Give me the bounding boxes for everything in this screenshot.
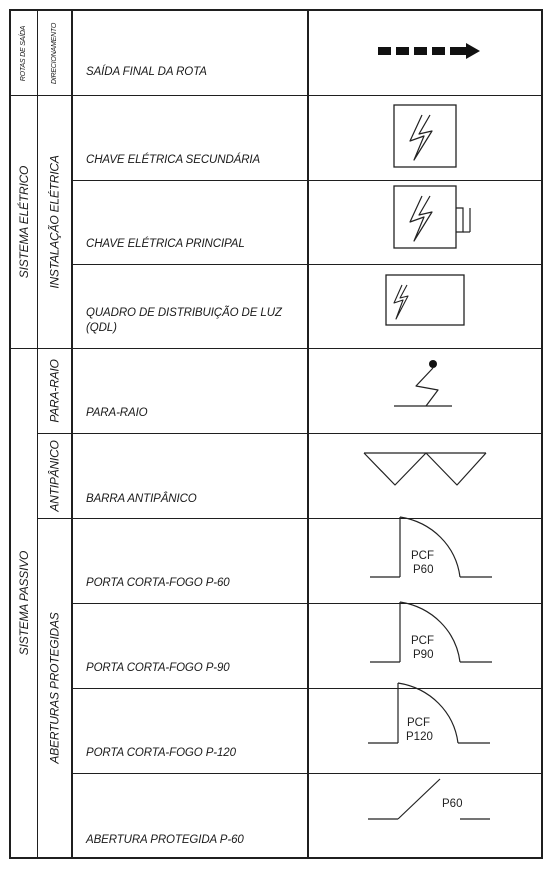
distribution-board-icon xyxy=(384,273,466,327)
panic-bar-icon xyxy=(362,450,490,490)
row-divider xyxy=(72,264,542,265)
item-label: QUADRO DE DISTRIBUIÇÃO DE LUZ (QDL) xyxy=(86,307,282,334)
row-divider xyxy=(72,180,542,181)
fire-door-icon xyxy=(368,514,496,580)
column-divider xyxy=(307,10,309,858)
table-border-right xyxy=(541,9,543,859)
category-sistema-eletrico: SISTEMA ELÉTRICO xyxy=(17,165,32,279)
door-rating: P60 xyxy=(413,564,434,576)
opening-rating: P60 xyxy=(442,798,463,810)
door-code: PCF xyxy=(411,550,434,562)
section-divider xyxy=(10,348,542,349)
door-rating: P120 xyxy=(406,731,433,743)
table-border-top xyxy=(9,9,543,11)
main-switch-icon xyxy=(392,184,478,250)
category-rotas-de-saida: ROTAS DE SAÍDA xyxy=(20,25,28,81)
lightning-switch-icon xyxy=(392,103,460,169)
item-label: BARRA ANTIPÂNICO xyxy=(86,493,197,505)
section-divider xyxy=(10,95,542,96)
item-label: PARA-RAIO xyxy=(86,407,148,419)
item-label: PORTA CORTA-FOGO P-90 xyxy=(86,662,230,674)
item-label: PORTA CORTA-FOGO P-60 xyxy=(86,577,230,589)
item-label: ABERTURA PROTEGIDA P-60 xyxy=(86,834,244,846)
subcategory-aberturas-protegidas: ABERTURAS PROTEGIDAS xyxy=(47,612,62,764)
fire-door-icon xyxy=(368,599,496,665)
column-divider xyxy=(71,10,73,858)
protected-opening-icon xyxy=(366,776,494,822)
row-divider xyxy=(72,773,542,774)
category-sistema-passivo: SISTEMA PASSIVO xyxy=(17,550,31,656)
lightning-rod-icon xyxy=(392,356,458,412)
arrow-icon xyxy=(376,42,486,60)
subsection-divider xyxy=(38,433,542,434)
subcategory-para-raio: PARA-RAIO xyxy=(47,359,62,423)
subcategory-direcionamento: DIRECIONAMENTO xyxy=(51,22,58,84)
subcategory-antipanico: ANTIPÂNICO xyxy=(47,440,62,512)
fire-door-icon xyxy=(366,680,494,746)
item-label: CHAVE ELÉTRICA SECUNDÁRIA xyxy=(86,154,261,166)
door-code: PCF xyxy=(407,717,430,729)
table-border-bottom xyxy=(9,857,543,859)
door-code: PCF xyxy=(411,635,434,647)
door-rating: P90 xyxy=(413,649,434,661)
item-label: PORTA CORTA-FOGO P-120 xyxy=(86,747,236,759)
item-label: SAÍDA FINAL DA ROTA xyxy=(86,66,207,78)
subcategory-instalacao-eletrica: INSTALAÇÃO ELÉTRICA xyxy=(47,155,62,289)
item-label: CHAVE ELÉTRICA PRINCIPAL xyxy=(86,238,245,250)
